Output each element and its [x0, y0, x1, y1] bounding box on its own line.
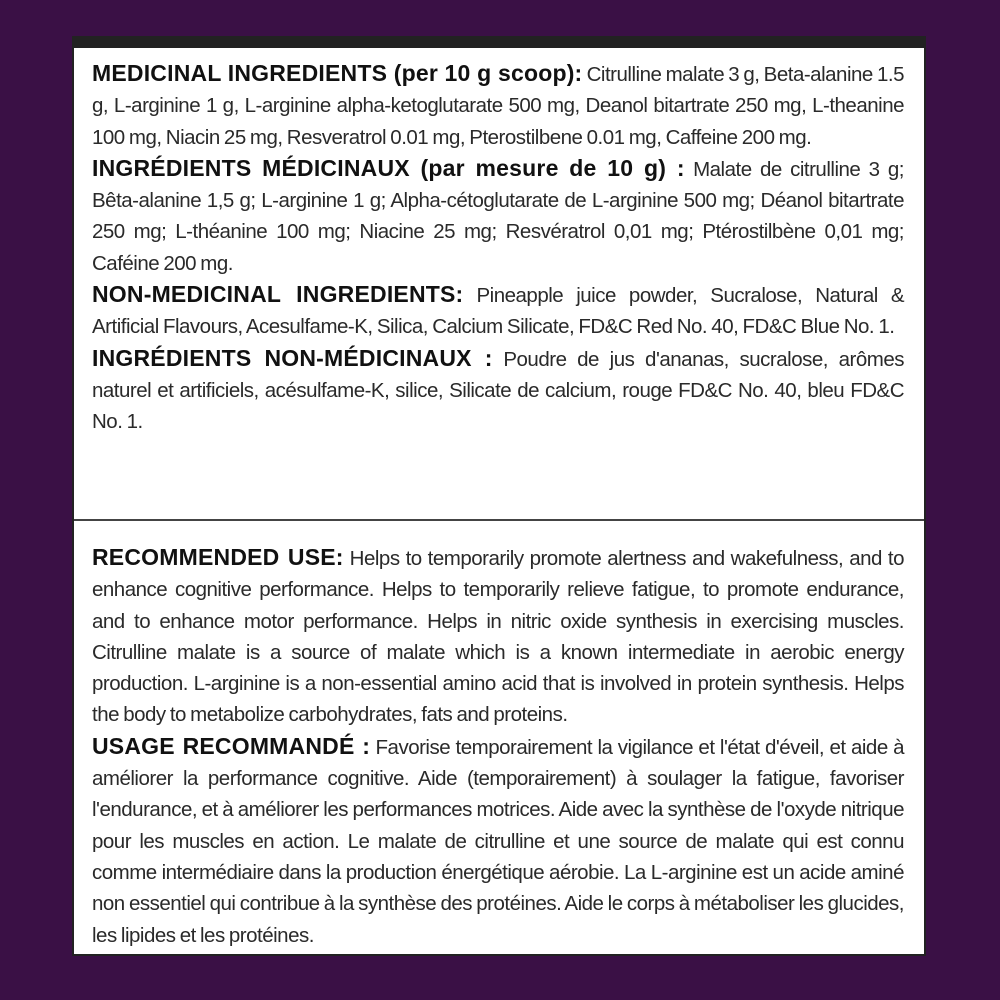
non-medicinal-ingredients-en	[92, 279, 904, 343]
medicinal-ingredients-fr-heading: INGRÉDIENTS MÉDICINAUX (par mesure de 10 g) :	[92, 154, 685, 181]
ingredients-section	[74, 58, 924, 438]
product-label-panel	[72, 36, 926, 956]
medicinal-ingredients-fr	[92, 153, 904, 279]
non-medicinal-ingredients-fr-heading: INGRÉDIENTS NON-MÉDICINAUX :	[92, 344, 493, 371]
usage-section	[74, 542, 924, 951]
non-medicinal-ingredients-en-heading: NON-MEDICINAL INGREDIENTS:	[92, 281, 464, 308]
non-medicinal-ingredients-en-text: Pineapple juice powder, Sucralose, Natural & Artificial Flavours, Acesulfame-K, Silica, Calcium Silicate, FD&C Red No. 40, FD&C Blue No. 1.	[92, 284, 904, 339]
medicinal-ingredients-fr-text: Malate de citrulline 3 g; Bêta-alanine 1,5 g; L-arginine 1 g; Alpha-cétoglutarate de L-arginine 500 mg; Déanol bitartrate 250 mg; L-théanine 100 mg; Niacine 25 mg; Resvératrol 0,01 mg; Ptérostilbène 0,01 mg; Caféine 200 mg.	[92, 157, 904, 275]
medicinal-ingredients-en-text: Citrulline malate 3 g, Beta-alanine 1.5 g, L-arginine 1 g, L-arginine alpha-ketoglutarate 500 mg, Deanol bitartrate 250 mg, L-theanine 100 mg, Niacin 25 mg, Resveratrol 0.01 mg, Pterostilbene 0.01 mg, Caffeine 200 mg.	[92, 63, 904, 149]
non-medicinal-ingredients-fr-text: Poudre de jus d'ananas, sucralose, arômes naturel et artificiels, acésulfame-K, silice, Silicate de calcium, rouge FD&C No. 40, bleu FD&C No. 1.	[92, 347, 904, 434]
label-top-bar	[74, 38, 924, 48]
medicinal-ingredients-en	[92, 58, 904, 153]
recommended-use-en	[92, 542, 904, 731]
non-medicinal-ingredients-fr	[92, 343, 904, 438]
recommended-use-fr	[92, 731, 904, 951]
medicinal-ingredients-en-heading: MEDICINAL INGREDIENTS (per 10 g scoop):	[92, 60, 583, 86]
section-divider	[74, 519, 924, 521]
recommended-use-fr-text: Favorise temporairement la vigilance et l'état d'éveil, et aide à améliorer la performance cognitive. Aide (temporairement) à soulager la fatigue, favoriser l'endurance, et à améliorer les performances motrices. Aide avec la synthèse de l'oxyde nitrique pour les muscles en action. Le malate de citrulline et une source de malate qui est connu comme intermédiaire dans la production énergétique aérobie. La L-arginine est un acide aminé non essentiel qui contribue à la synthèse des protéines. Aide le corps à métaboliser les glucides, les lipides et les protéines.	[92, 735, 904, 947]
recommended-use-en-heading: RECOMMENDED USE:	[92, 544, 344, 570]
recommended-use-en-text: Helps to temporarily promote alertness and wakefulness, and to enhance cognitive performance. Helps to temporarily relieve fatigue, to promote endurance, and to enhance motor performance. Helps in nitric oxide synthesis in exercising muscles. Citrulline malate is a source of malate which is a known intermediate in aerobic energy production. L-arginine is a non-essential amino acid that is involved in protein synthesis. Helps the body to metabolize carbohydrates, fats and proteins.	[92, 547, 904, 727]
recommended-use-fr-heading: USAGE RECOMMANDÉ :	[92, 732, 371, 759]
